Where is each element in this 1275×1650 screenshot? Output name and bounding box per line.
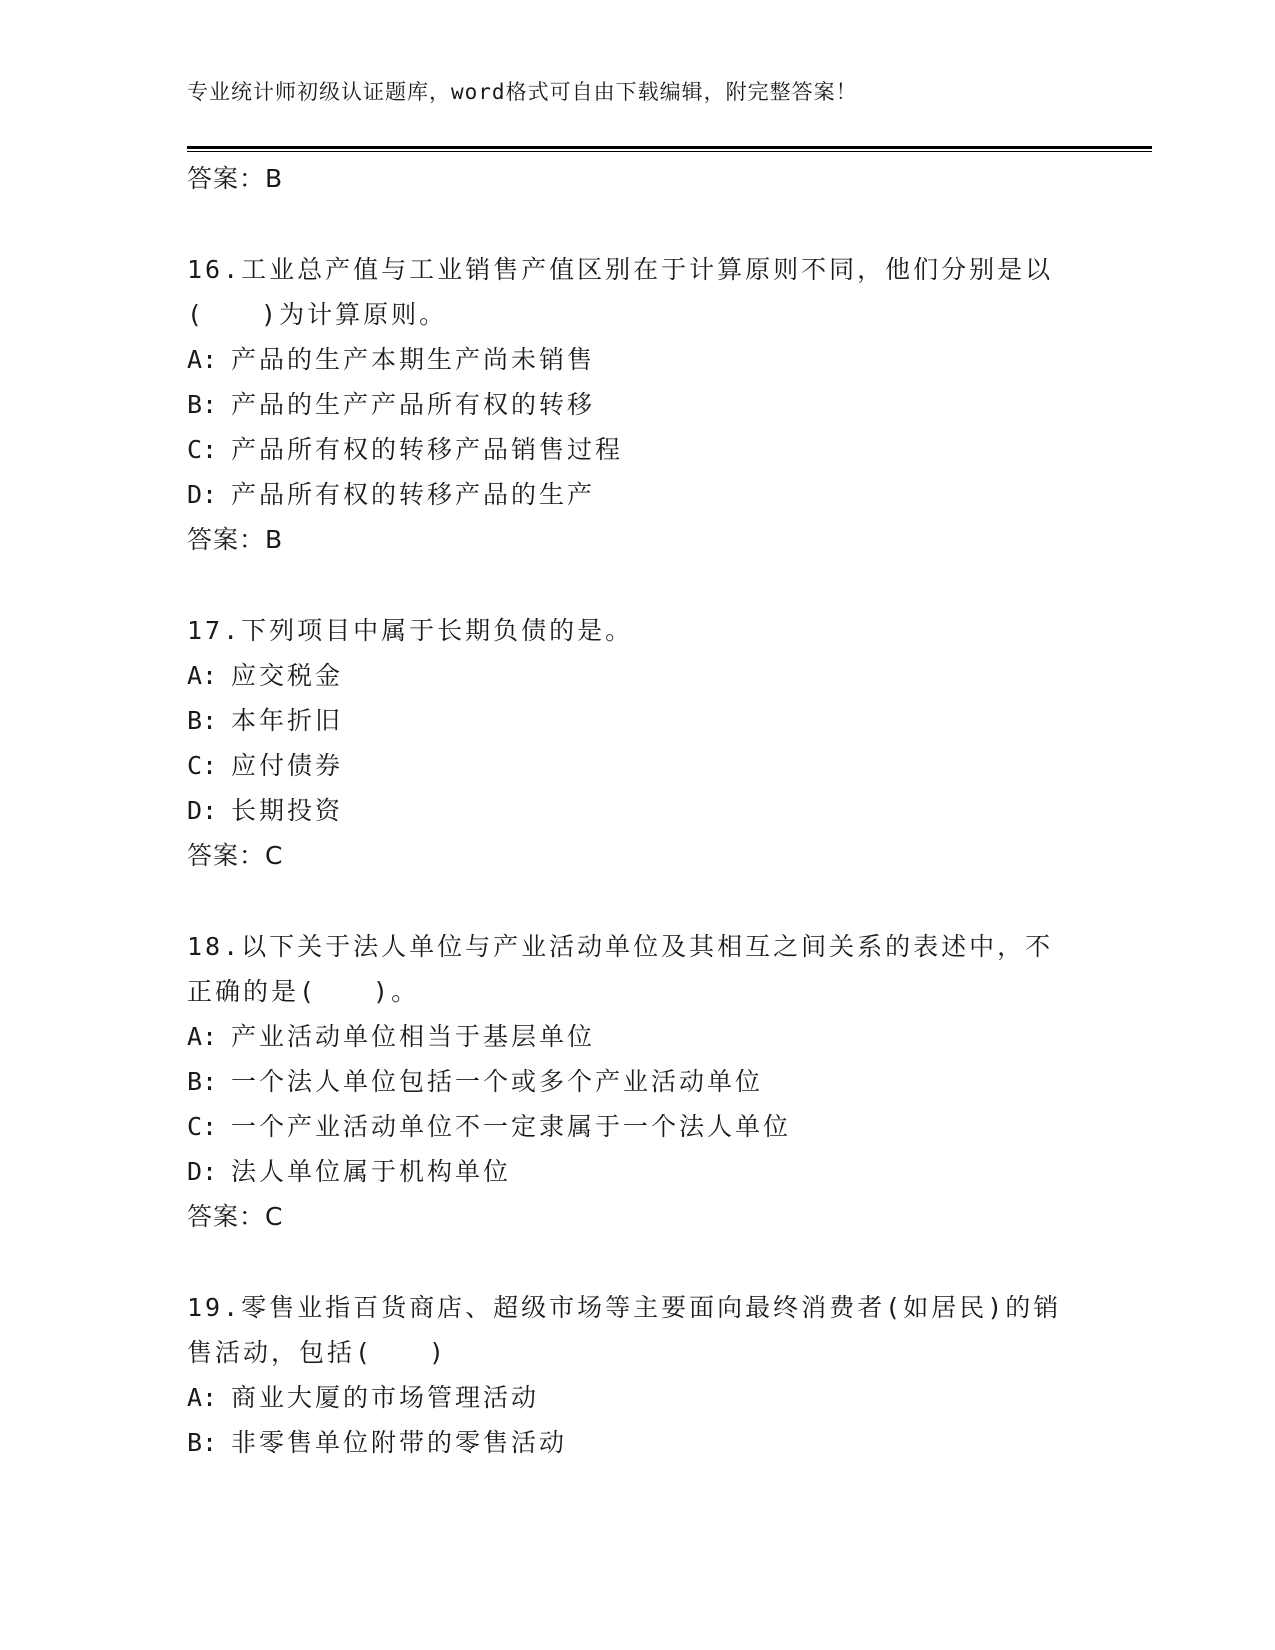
option-item	[187, 472, 1087, 517]
questions-container	[187, 201, 1087, 1465]
option-key: C:	[187, 435, 218, 464]
question-gap	[187, 878, 1087, 924]
question-block	[187, 608, 1087, 878]
option-text: 应付债券	[231, 751, 344, 780]
option-key: A:	[187, 661, 218, 690]
answer-line: 答案：B	[187, 164, 284, 193]
question-block	[187, 1285, 1087, 1465]
option-text: 产品的生产本期生产尚未销售	[231, 345, 596, 374]
option-key: D:	[187, 796, 218, 825]
option-item	[187, 653, 1087, 698]
header-rule-thick	[187, 146, 1152, 149]
option-text: 本年折旧	[231, 706, 344, 735]
option-text: 一个产业活动单位不一定隶属于一个法人单位	[231, 1112, 792, 1141]
option-item	[187, 427, 1087, 472]
page-header: 专业统计师初级认证题库，word格式可自由下载编辑，附完整答案！	[187, 80, 858, 104]
option-item	[187, 1420, 1087, 1465]
header-rule-thin	[187, 151, 1152, 152]
option-key: B:	[187, 706, 218, 735]
option-text: 产品的生产产品所有权的转移	[231, 390, 596, 419]
question-stem-line: 19.零售业指百货商店、超级市场等主要面向最终消费者(如居民)的销	[187, 1293, 1062, 1322]
option-key: A:	[187, 1022, 218, 1051]
option-item	[187, 1014, 1087, 1059]
question-list	[187, 156, 1087, 1465]
option-text: 商业大厦的市场管理活动	[231, 1383, 540, 1412]
option-item	[187, 1149, 1087, 1194]
option-key: D:	[187, 1157, 218, 1186]
option-item	[187, 382, 1087, 427]
option-item	[187, 698, 1087, 743]
option-text: 非零售单位附带的零售活动	[231, 1428, 568, 1457]
option-key: B:	[187, 1067, 218, 1096]
question-stem-line: 16.工业总产值与工业销售产值区别在于计算原则不同，他们分别是以	[187, 255, 1054, 284]
option-text: 长期投资	[231, 796, 344, 825]
option-item	[187, 1104, 1087, 1149]
option-key: D:	[187, 480, 218, 509]
option-text: 应交税金	[231, 661, 344, 690]
question-stem-line: 18.以下关于法人单位与产业活动单位及其相互之间关系的表述中，不	[187, 932, 1054, 961]
question-stem-line: 售活动，包括( )	[187, 1338, 448, 1367]
option-key: C:	[187, 1112, 218, 1141]
question-stem-line: ( )为计算原则。	[187, 300, 448, 329]
question-stem-line: 正确的是( )。	[187, 977, 420, 1006]
option-key: B:	[187, 390, 218, 419]
question-block	[187, 247, 1087, 562]
answer-line: 答案：B	[187, 525, 284, 554]
option-text: 法人单位属于机构单位	[231, 1157, 512, 1186]
option-text: 一个法人单位包括一个或多个产业活动单位	[231, 1067, 764, 1096]
question-block	[187, 924, 1087, 1239]
option-item	[187, 1059, 1087, 1104]
option-item	[187, 788, 1087, 833]
option-key: A:	[187, 345, 218, 374]
option-item	[187, 743, 1087, 788]
option-key: A:	[187, 1383, 218, 1412]
question-stem-line: 17.下列项目中属于长期负债的是。	[187, 616, 634, 645]
option-text: 产业活动单位相当于基层单位	[231, 1022, 596, 1051]
answer-line: 答案：C	[187, 841, 284, 870]
option-item	[187, 337, 1087, 382]
option-key: C:	[187, 751, 218, 780]
option-text: 产品所有权的转移产品的生产	[231, 480, 596, 509]
option-item	[187, 1375, 1087, 1420]
question-gap	[187, 562, 1087, 608]
option-text: 产品所有权的转移产品销售过程	[231, 435, 624, 464]
question-gap	[187, 1239, 1087, 1285]
option-key: B:	[187, 1428, 218, 1457]
answer-line: 答案：C	[187, 1202, 284, 1231]
question-gap	[187, 201, 1087, 247]
